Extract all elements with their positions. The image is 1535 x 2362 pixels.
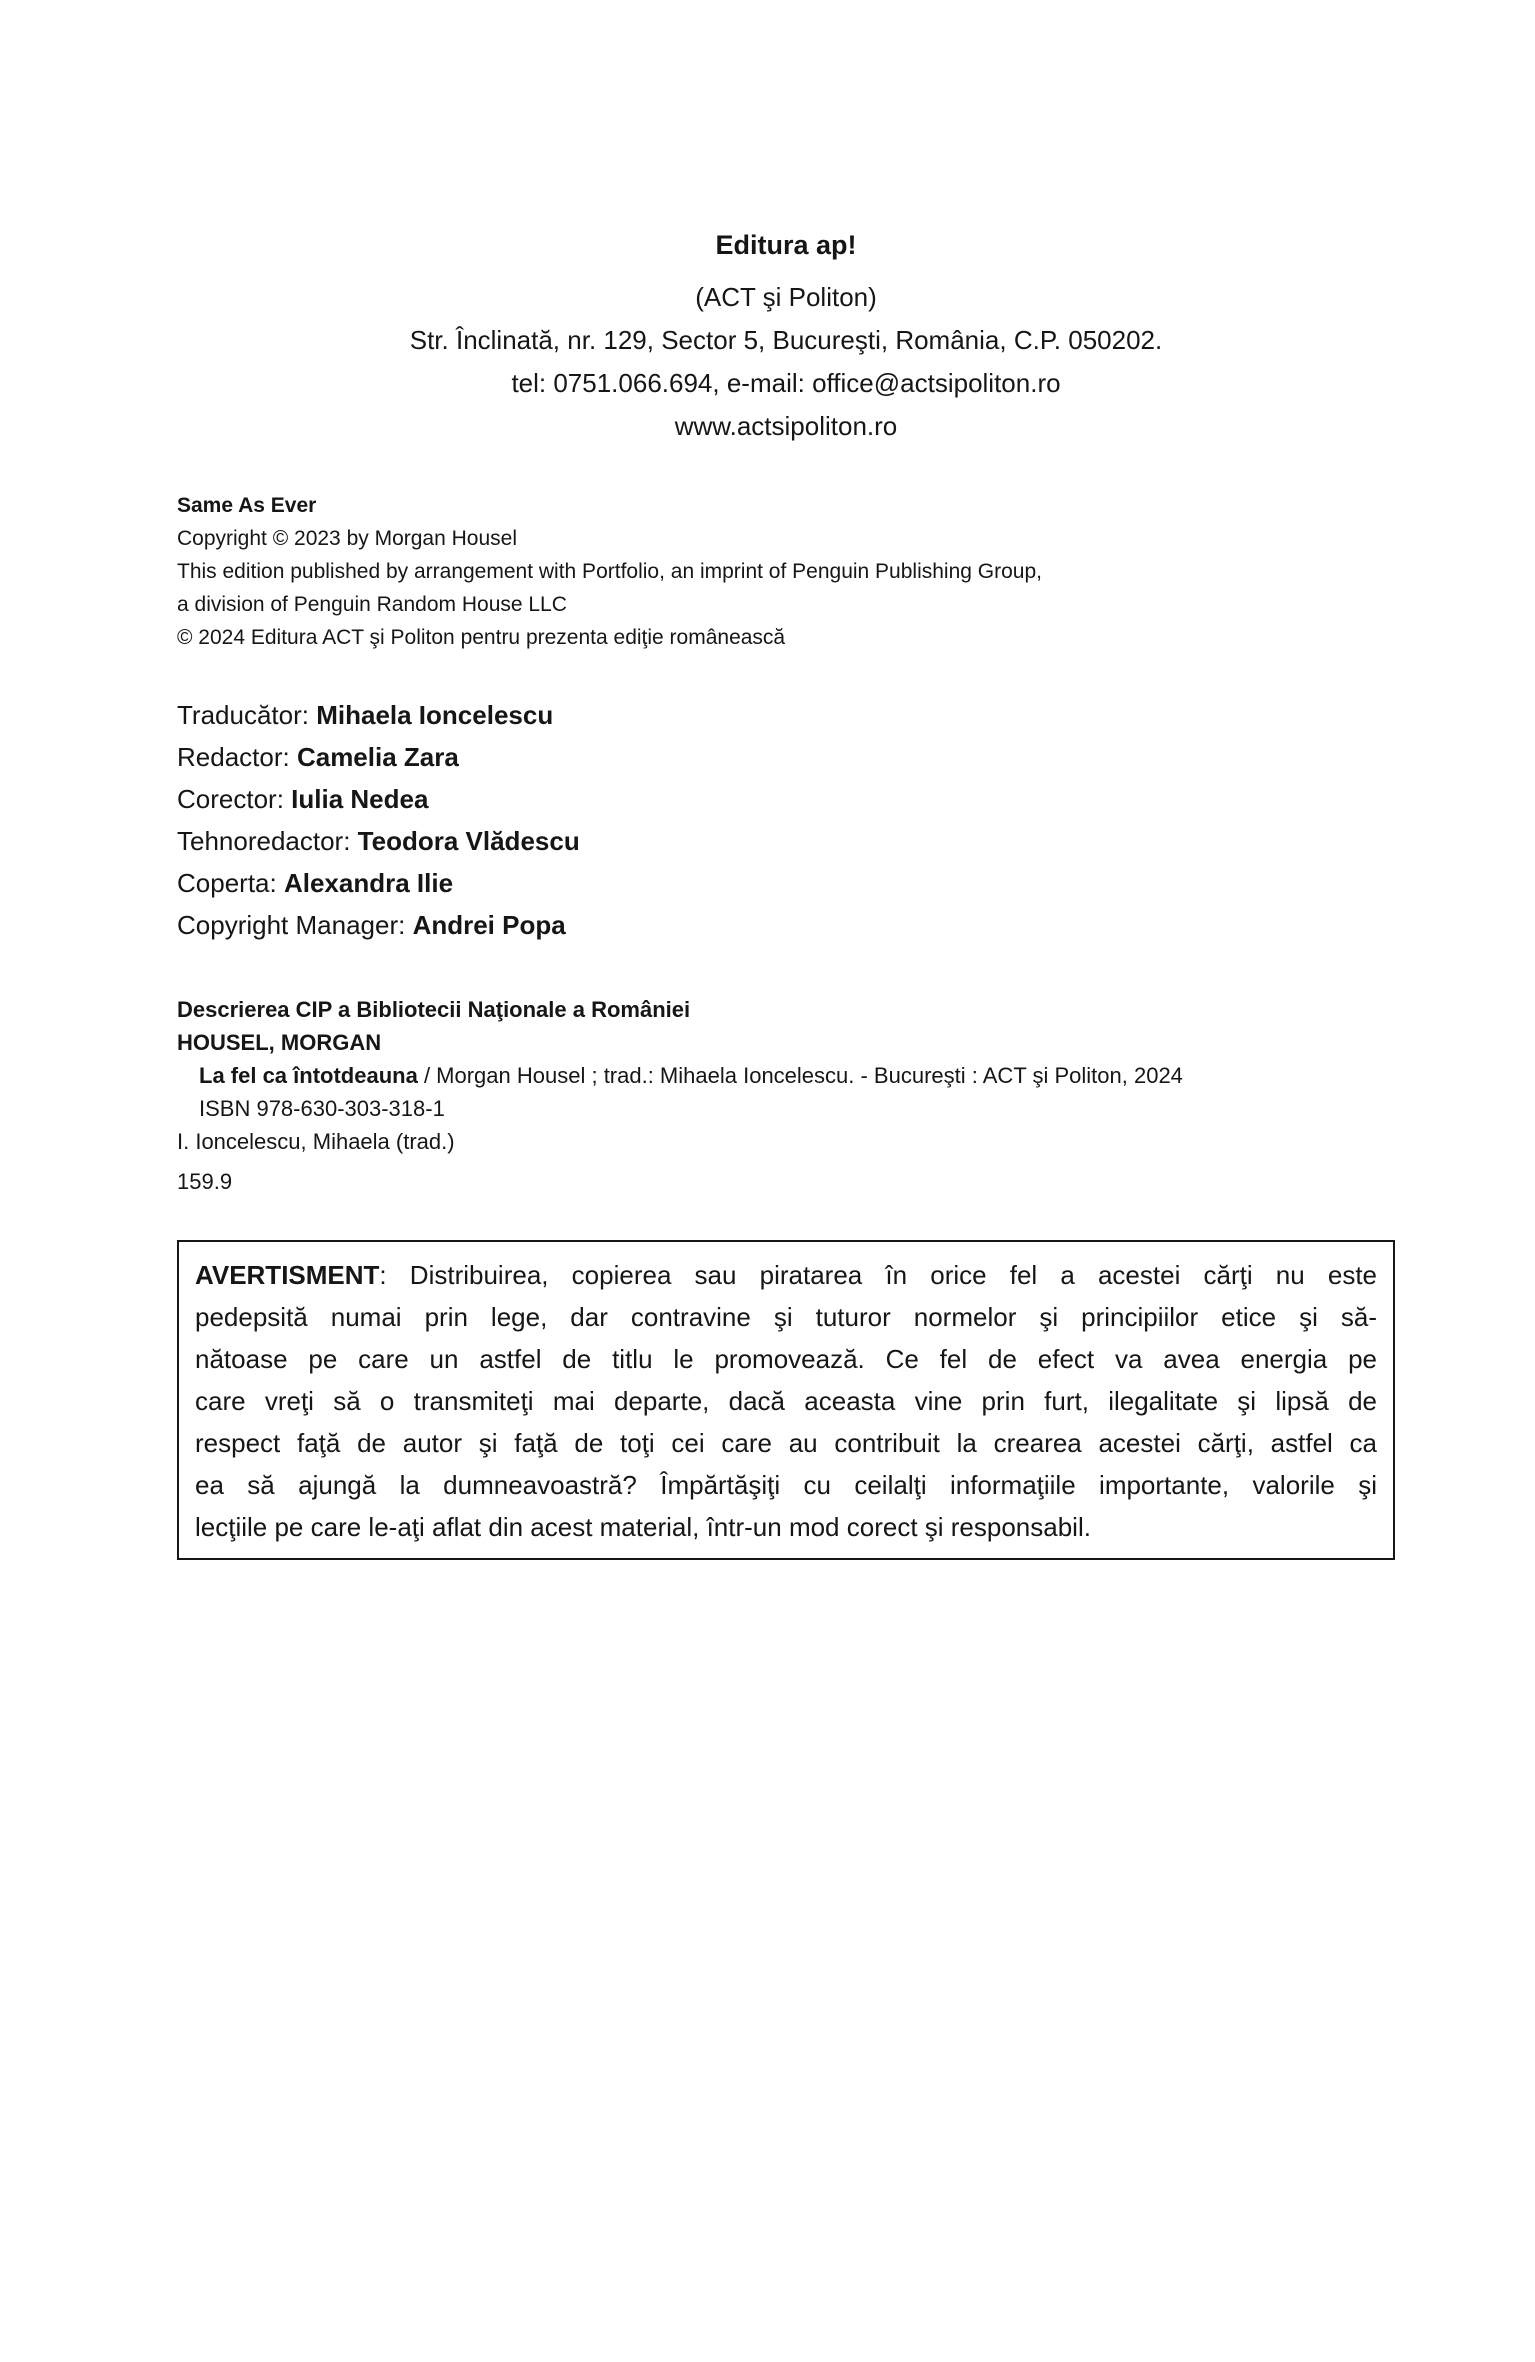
- copyright-line: © 2024 Editura ACT şi Politon pentru prezenta ediţie românească: [177, 626, 786, 649]
- publisher-website: www.actsipoliton.ro: [674, 411, 898, 441]
- credit-name: Mihaela Ioncelescu: [316, 700, 554, 730]
- credit-name: Iulia Nedea: [291, 784, 429, 814]
- cip-block: [177, 993, 1395, 1198]
- warning-box: [177, 1240, 1395, 1560]
- cip-classification: 159.9: [177, 1169, 233, 1194]
- credits-block: [177, 694, 1395, 946]
- publisher-imprint: (ACT şi Politon): [695, 282, 877, 312]
- credit-row-copyright-manager: [177, 904, 1395, 946]
- credit-role: Traducător:: [177, 700, 317, 730]
- cip-title-details: / Morgan Housel ; trad.: Mihaela Ioncelescu. - Bucureşti : ACT şi Politon, 2024: [417, 1063, 1183, 1088]
- credit-role: Corector:: [177, 784, 292, 814]
- credit-name: Andrei Popa: [412, 910, 566, 940]
- copyright-line: Copyright © 2023 by Morgan Housel: [177, 527, 517, 550]
- original-title: Same As Ever: [177, 494, 317, 517]
- warning-line: nătoase pe care un astfel de titlu le promovează. Ce fel de efect va avea energia pe: [195, 1344, 1377, 1374]
- cip-translator-entry: I. Ioncelescu, Mihaela (trad.): [177, 1129, 455, 1154]
- credit-name: Teodora Vlădescu: [357, 826, 580, 856]
- credit-row-typesetter: [177, 820, 1395, 862]
- warning-line: respect faţă de autor şi faţă de toţi cei care au contribuit la crearea acestei cărţi, astfel ca: [195, 1428, 1377, 1458]
- publisher-contact: tel: 0751.066.694, e-mail: office@actsipoliton.ro: [511, 368, 1061, 398]
- publisher-header: [177, 224, 1395, 448]
- credit-role: Tehnoredactor:: [177, 826, 358, 856]
- warning-line: ea să ajungă la dumneavoastră? Împărtăşiţi cu ceilalţi informaţiile importante, valorile şi: [195, 1470, 1377, 1500]
- copyright-block: [177, 489, 1395, 654]
- warning-text: : Distribuirea, copierea sau piratarea în orice fel a acestei cărţi nu este: [379, 1260, 1377, 1290]
- cip-author: HOUSEL, MORGAN: [177, 1030, 382, 1055]
- credit-row-proofreader: [177, 778, 1395, 820]
- cip-book-title: La fel ca întotdeauna: [199, 1063, 418, 1088]
- cip-header: Descrierea CIP a Bibliotecii Naţionale a României: [177, 997, 691, 1022]
- credit-role: Copyright Manager:: [177, 910, 413, 940]
- warning-line: pedepsită numai prin lege, dar contravine şi tuturor normelor şi principiilor etice şi să-: [195, 1302, 1377, 1332]
- warning-line: care vreţi să o transmiteţi mai departe, dacă aceasta vine prin furt, ilegalitate şi lipsă de: [195, 1386, 1377, 1416]
- copyright-line: a division of Penguin Random House LLC: [177, 593, 567, 616]
- cip-isbn: ISBN 978-630-303-318-1: [199, 1096, 445, 1121]
- copyright-line: This edition published by arrangement with Portfolio, an imprint of Penguin Publishing Group,: [177, 560, 1042, 583]
- publisher-address: Str. Înclinată, nr. 129, Sector 5, Bucureşti, România, C.P. 050202.: [409, 325, 1163, 355]
- credit-name: Alexandra Ilie: [283, 868, 454, 898]
- credit-role: Coperta:: [177, 868, 284, 898]
- warning-label: AVERTISMENT: [195, 1260, 380, 1290]
- publisher-name: Editura ap!: [715, 230, 857, 260]
- credit-row-editor: [177, 736, 1395, 778]
- credit-name: Camelia Zara: [296, 742, 459, 772]
- credit-row-cover: [177, 862, 1395, 904]
- cip-title-line: [177, 1059, 1395, 1092]
- warning-line-last: lecţiile pe care le-aţi aflat din acest material, într-un mod corect şi responsabil.: [195, 1512, 1091, 1542]
- credit-row-translator: [177, 694, 1395, 736]
- warning-line: [195, 1254, 1377, 1296]
- credit-role: Redactor:: [177, 742, 297, 772]
